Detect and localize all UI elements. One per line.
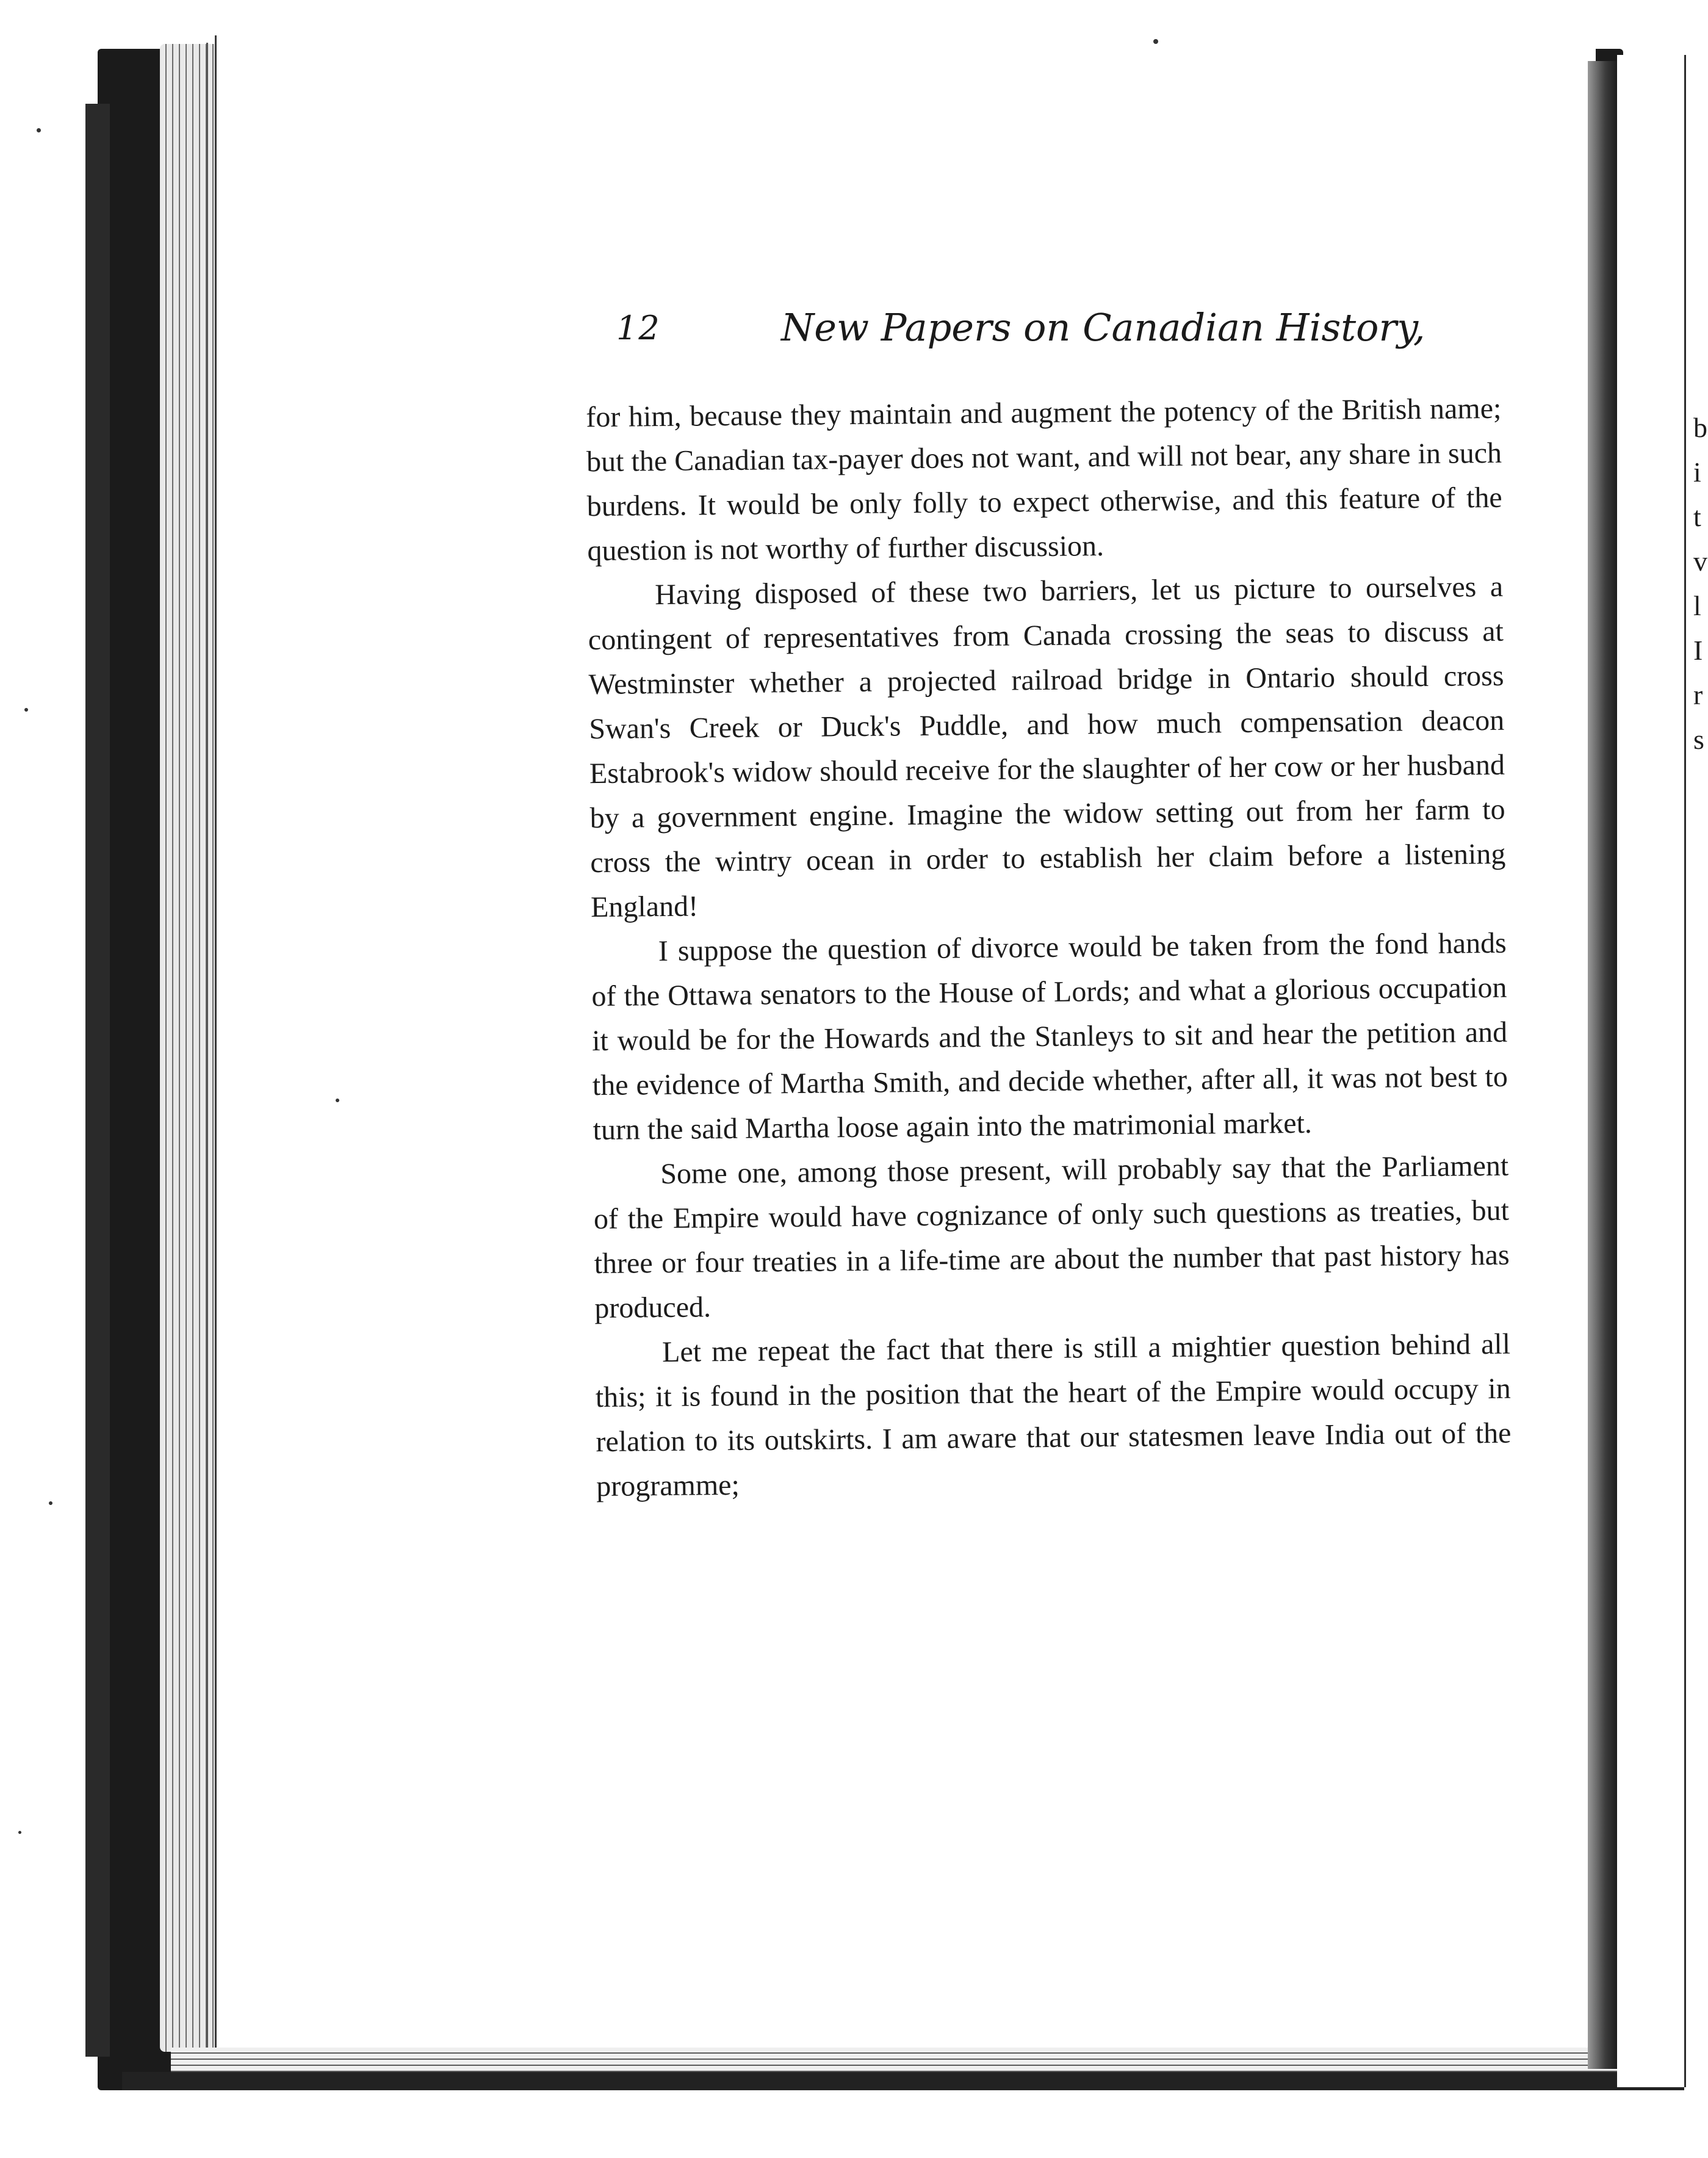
facing-line-fragment: v xyxy=(1693,546,1707,577)
recto-margin xyxy=(1684,55,1708,2087)
paragraph: for him, because they maintain and augment the potency of the British name; but the Canadian tax-payer does not want, and will not bear, any share in such burdens. It would be only folly to expect otherwise, and this feature of the question is not worthy of further discussion. xyxy=(586,392,1502,568)
paragraph: Having disposed of these two barriers, let us picture to ourselves a contingent of representatives from Canada crossing the seas to discuss at Westminster whether a projected railroad bridge in Ontario should cross Swan's Creek or Duck's Puddle, and how much compensation deacon Estabrook's widow should receive for the slaughter of her cow or her husband by a government engine. Imagine the widow setting out from her farm to cross the wintry ocean in order to establish her claim before a listening England! xyxy=(588,570,1506,924)
page-edges-bottom xyxy=(171,2048,1617,2072)
scan-speck xyxy=(37,128,41,132)
scan-speck xyxy=(18,1831,21,1834)
paragraph: Let me repeat the fact that there is still a mightier question behind all this; it is found in the position that the heart of the Empire would occupy in relation to its outskirts. I am aware that our statesmen leave India out of the programme; xyxy=(595,1327,1512,1503)
paragraph: I suppose the question of divorce would be taken from the fond hands of the Ottawa senators to the House of Lords; and what a glorious occupation it would be for the Howards and the Stanleys to sit and hear the petition and the evidence of Martha Smith, and decide whether, after all, it was not best to turn the said Martha loose again into the matrimonial market. xyxy=(591,926,1508,1147)
scan-speck xyxy=(24,708,28,712)
scan-speck xyxy=(49,1501,52,1505)
facing-page-text-fragments xyxy=(1693,405,1706,762)
scan-speck xyxy=(1153,39,1158,44)
facing-line-fragment: i xyxy=(1693,457,1701,488)
page-number: 12 xyxy=(616,309,661,347)
gutter-shadow xyxy=(1588,61,1617,2069)
running-head xyxy=(616,305,1425,360)
facing-line-fragment: r xyxy=(1693,679,1703,710)
facing-line-fragment: b xyxy=(1693,412,1707,443)
body-text xyxy=(586,386,1512,1509)
paragraph: Some one, among those present, will probably say that the Parliament of the Empire would have cognizance of only such questions as treaties, but three or four treaties in a life-time are about the number that past history has produced. xyxy=(593,1149,1510,1325)
facing-line-fragment: s xyxy=(1693,724,1704,755)
book-bottom-edge xyxy=(122,2072,1684,2090)
page-edge-line xyxy=(206,43,208,2051)
facing-line-fragment: I xyxy=(1693,635,1703,666)
facing-line-fragment: t xyxy=(1693,501,1701,532)
facing-line-fragment: l xyxy=(1693,590,1701,621)
running-title: New Papers on Canadian History, xyxy=(781,305,1425,350)
scan-speck xyxy=(336,1099,339,1102)
book-spine-edge xyxy=(85,104,110,2057)
